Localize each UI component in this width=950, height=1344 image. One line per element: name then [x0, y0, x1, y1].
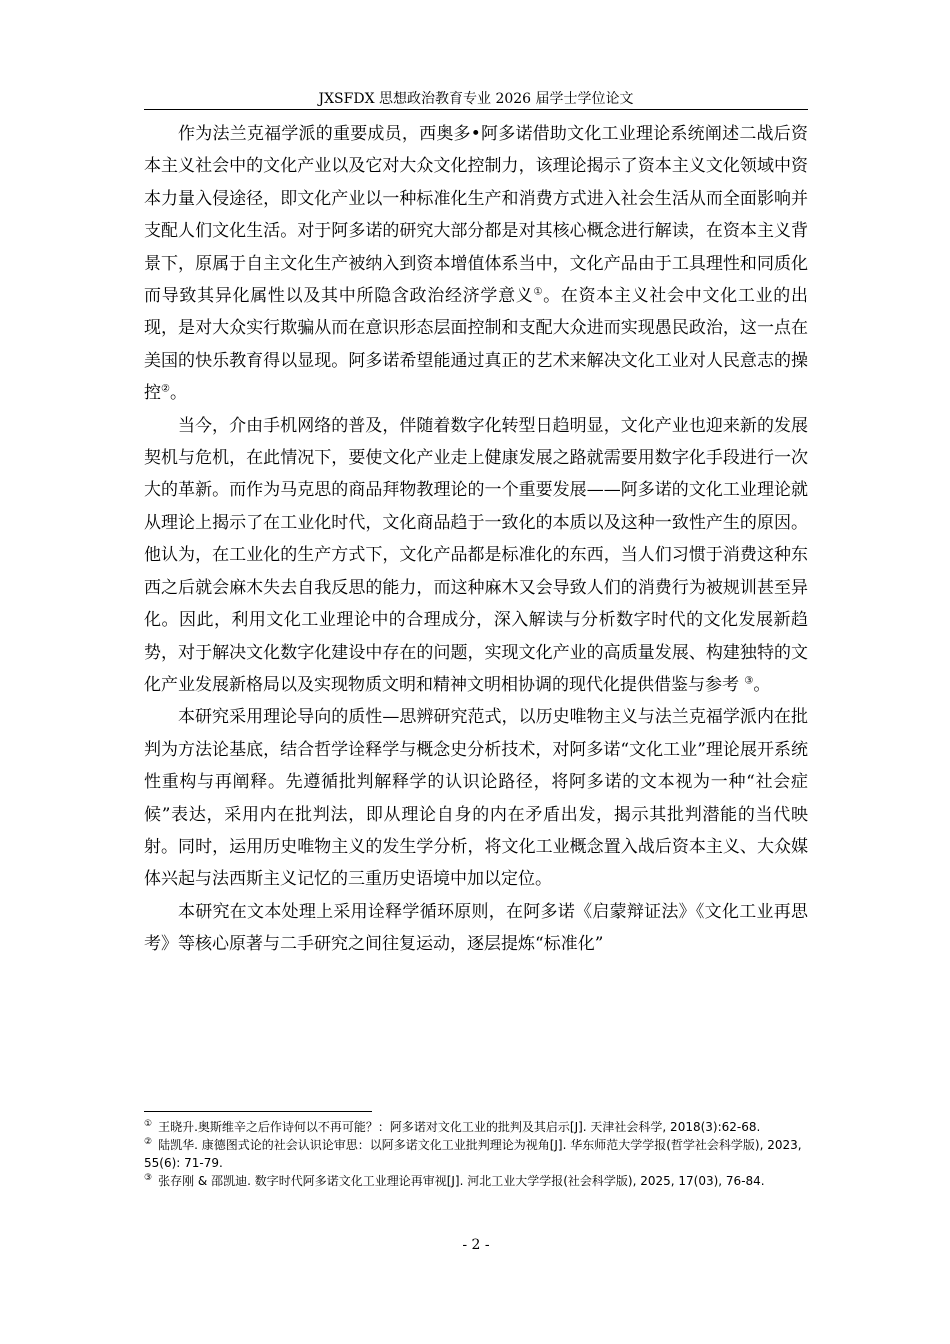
footnote-separator	[144, 1111, 372, 1112]
running-header: JXSFDX 思想政治教育专业 2026 届学士学位论文	[318, 91, 634, 107]
footnote-mark: ①	[144, 1119, 153, 1129]
footnote-mark: ②	[144, 1137, 153, 1147]
footnote-1	[144, 1118, 808, 1136]
footnote-text: 王晓升.奥斯维辛之后作诗何以不再可能？：阿多诺对文化工业的批判及其启示[J]. 天津社会科学, 2018(3):62-68.	[158, 1120, 761, 1134]
footnote-2	[144, 1136, 808, 1172]
footnote-reference[interactable]: ③	[744, 675, 754, 687]
page-number: - 2 -	[462, 1237, 490, 1253]
footnote-text: 张存刚 & 邵凯迪. 数字时代阿多诺文化工业理论再审视[J]. 河北工业大学学报(社会科学版), 2025, 17(03), 76-84.	[158, 1174, 765, 1188]
footnote-3	[144, 1172, 808, 1190]
footnote-reference[interactable]: ①	[533, 286, 544, 298]
paragraph-text: 本研究采用理论导向的质性—思辨研究范式，以历史唯物主义与法兰克福学派内在批判为方法论基底，结合哲学诠释学与概念史分析技术，对阿多诺“文化工业”理论展开系统性重构与再阐释。先遵循批判解释学的认识论路径，将阿多诺的文本视为一种“社会症候”表达，采用内在批判法，即从理论自身的内在矛盾出发，揭示其批判潜能的当代映射。同时，运用历史唯物主义的发生学分析，将文化工业概念置入战后资本主义、大众媒体兴起与法西斯主义记忆的三重历史语境中加以定位。	[144, 707, 808, 890]
paragraph-text: 作为法兰克福学派的重要成员，西奥多•阿多诺借助文化工业理论系统阐述二战后资本主义社会中的文化产业以及它对大众文化控制力，该理论揭示了资本主义文化领域中资本力量入侵途径，即文化产业以一种标准化生产和消费方式进入社会生活从而全面影响并支配人们文化生活。对于阿多诺的研究大部分都是对其核心概念进行解读，在资本主义背景下，原属于自主文化生产被纳入到资本增值体系当中，文化产品由于工具理性和同质化而导致其异化属性以及其中所隐含政治经济学意义	[144, 124, 808, 307]
footnotes	[144, 1118, 808, 1190]
paragraph-4	[144, 896, 808, 961]
paragraph-text: 。	[169, 383, 187, 404]
paragraph-3	[144, 701, 808, 895]
paragraph-text: 。在资本主义社会中文化工业的出现，是对大众实行欺骗从而在意识形态层面控制和支配大众进而实现愚民政治，这一点在美国的快乐教育得以显现。阿多诺希望能通过真正的艺术来解决文化工业对人民意志的操控	[144, 286, 809, 404]
paragraph-text: 当今，介由手机网络的普及，伴随着数字化转型日趋明显，文化产业也迎来新的发展契机与危机，在此情况下，要使文化产业走上健康发展之路就需要用数字化手段进行一次大的革新。而作为马克思的商品拜物教理论的一个重要发展——阿多诺的文化工业理论就从理论上揭示了在工业化时代，文化商品趋于一致化的本质以及这种一致性产生的原因。他认为，在工业化的生产方式下，文化产品都是标准化的东西，当人们习惯于消费这种东西之后就会麻木失去自我反思的能力，而这种麻木又会导致人们的消费行为被规训甚至异化。因此，利用文化工业理论中的合理成分，深入解读与分析数字时代的文化发展新趋势，对于解决文化数字化建设中存在的问题，实现文化产业的高质量发展、构建独特的文化产业发展新格局以及实现物质文明和精神文明相协调的现代化提供借鉴与参考	[144, 415, 808, 695]
header-rule	[144, 109, 808, 110]
footnote-text: 陆凯华. 康德图式论的社会认识论审思：以阿多诺文化工业批判理论为视角[J]. 华东师范大学学报(哲学社会科学版), 2023, 55(6): 71-79.	[144, 1138, 802, 1170]
paragraph-1	[144, 118, 808, 410]
footnote-mark: ③	[144, 1173, 153, 1183]
paragraph-2	[144, 410, 808, 702]
paragraph-text: 本研究在文本处理上采用诠释学循环原则，在阿多诺《启蒙辩证法》《文化工业再思考》等核心原著与二手研究之间往复运动，逐层提炼“标准化”	[144, 901, 808, 955]
paragraph-text: 。	[753, 674, 771, 695]
body-text	[144, 118, 808, 961]
footnote-reference[interactable]: ②	[161, 383, 170, 395]
